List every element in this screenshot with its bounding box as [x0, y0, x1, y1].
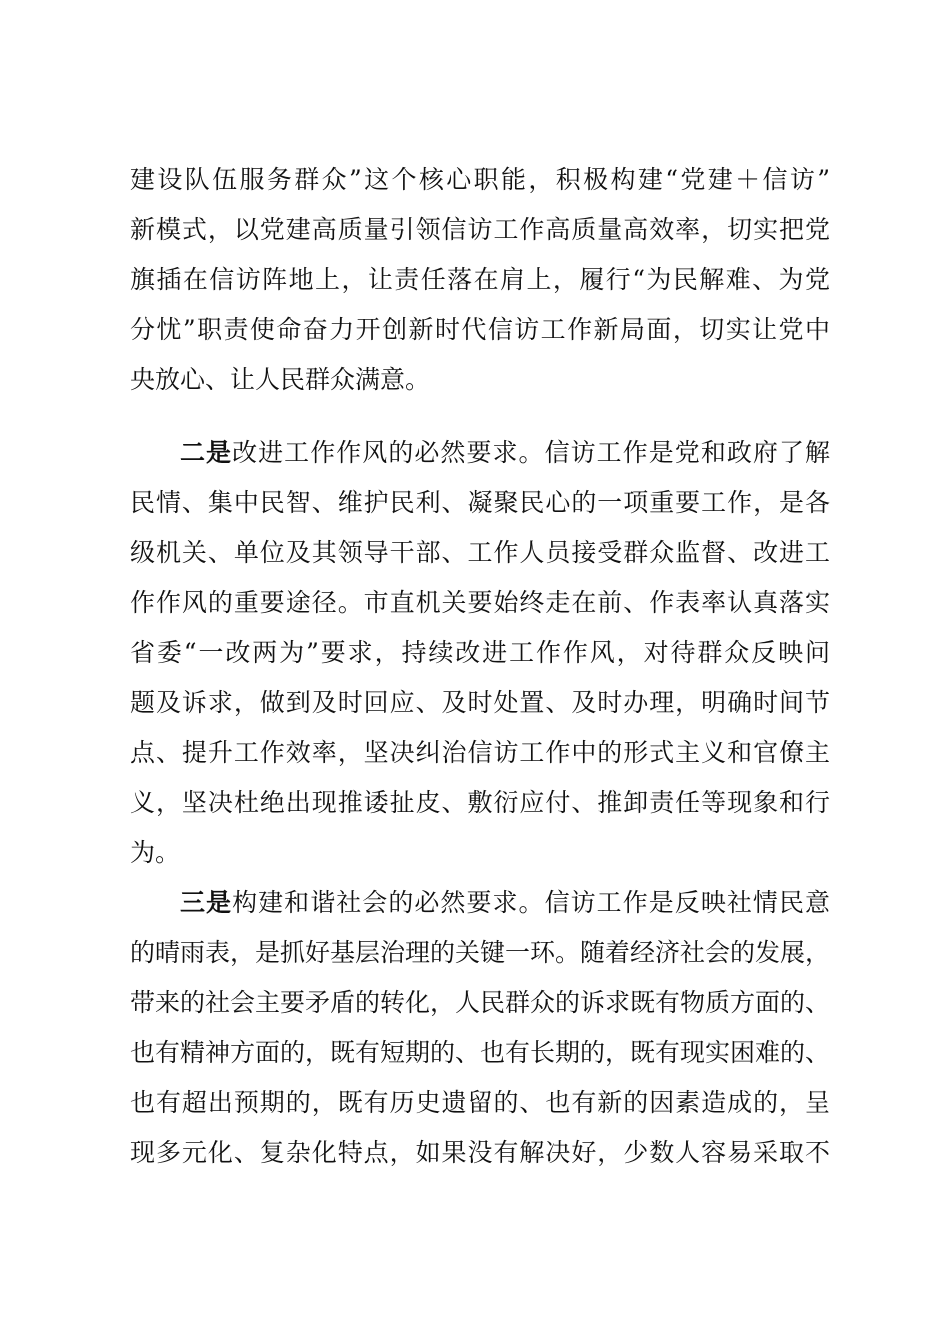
paragraph-2-line-6: 题及诉求，做到及时回应、及时处置、及时办理，明确时间节: [130, 688, 830, 717]
paragraph-1: [130, 155, 830, 405]
paragraph-1-line-4: 分忧”职责使命奋力开创新时代信访工作新局面，切实让党中: [130, 315, 830, 344]
paragraph-3: [130, 878, 830, 1178]
paragraph-1-line-3: 旗插在信访阵地上，让责任落在肩上，履行“为民解难、为党: [130, 265, 830, 294]
paragraph-3-line-2: 的晴雨表，是抓好基层治理的关键一环。随着经济社会的发展，: [130, 938, 831, 967]
paragraph-2: [130, 428, 830, 878]
paragraph-2-line-1: [130, 428, 830, 478]
paragraph-3-lead: 三是: [180, 888, 233, 917]
paragraph-2-line-3: 级机关、单位及其领导干部、工作人员接受群众监督、改进工: [130, 538, 830, 567]
paragraph-3-line-3: 带来的社会主要矛盾的转化，人民群众的诉求既有物质方面的、: [130, 988, 831, 1017]
paragraph-3-line-1-text: 构建和谐社会的必然要求。信访工作是反映社情民意: [232, 888, 830, 917]
paragraph-2-line-9: 为。: [130, 838, 181, 867]
paragraph-2-line-7: 点、提升工作效率，坚决纠治信访工作中的形式主义和官僚主: [130, 738, 830, 767]
paragraph-2-line-4: 作作风的重要途径。市直机关要始终走在前、作表率认真落实: [130, 588, 830, 617]
paragraph-3-line-4: 也有精神方面的，既有短期的、也有长期的，既有现实困难的、: [130, 1038, 831, 1067]
paragraph-2-line-5: 省委“一改两为”要求，持续改进工作作风，对待群众反映问: [130, 638, 830, 667]
paragraph-3-line-5: 也有超出预期的，既有历史遗留的、也有新的因素造成的，呈: [130, 1088, 830, 1117]
paragraph-3-line-1: [130, 878, 830, 928]
paragraph-2-line-8: 义，坚决杜绝出现推诿扯皮、敷衍应付、推卸责任等现象和行: [130, 788, 830, 817]
paragraph-3-line-6: 现多元化、复杂化特点，如果没有解决好，少数人容易采取不: [130, 1138, 830, 1167]
paragraph-2-line-2: 民情、集中民智、维护民利、凝聚民心的一项重要工作，是各: [130, 488, 830, 517]
paragraph-1-line-2: 新模式，以党建高质量引领信访工作高质量高效率，切实把党: [130, 215, 830, 244]
paragraph-1-line-5: 央放心、让人民群众满意。: [130, 365, 431, 394]
paragraph-2-line-1-text: 改进工作作风的必然要求。信访工作是党和政府了解: [232, 438, 830, 467]
paragraph-2-lead: 二是: [180, 438, 233, 467]
paragraph-1-line-1: 建设队伍服务群众”这个核心职能，积极构建“党建＋信访”: [130, 165, 830, 194]
